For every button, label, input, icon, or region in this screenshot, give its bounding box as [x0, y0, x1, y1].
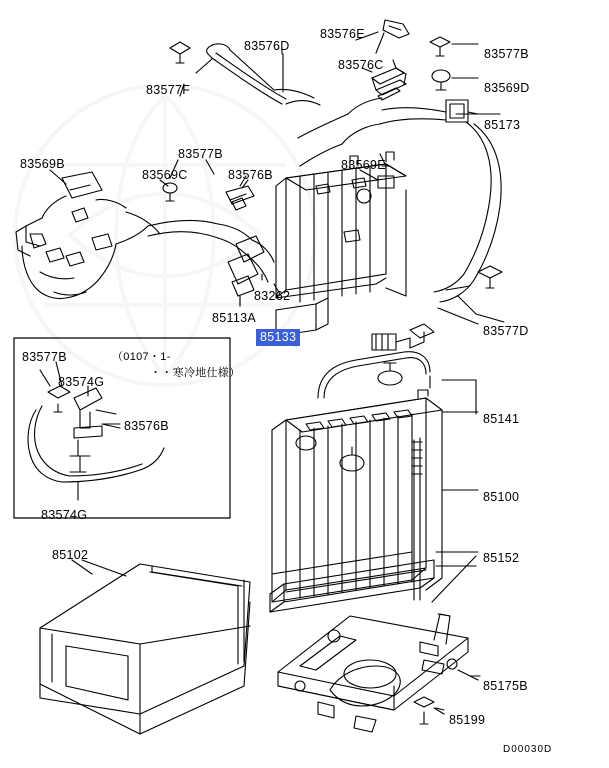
label-85199: 85199: [449, 713, 486, 727]
battery-shield-85133: [276, 152, 406, 336]
label-83569b: 83569B: [20, 157, 65, 171]
inset-note-line1: （0107・1-: [112, 351, 171, 363]
label-83569c: 83569C: [142, 168, 188, 182]
label-85113a: 85113A: [212, 311, 256, 325]
label-85152: 85152: [483, 551, 520, 565]
fastener-83569c: [163, 183, 177, 201]
fastener-83577d: [478, 266, 502, 288]
label-85173: 85173: [484, 118, 521, 132]
selected-part-label-85133[interactable]: 85133: [256, 329, 300, 346]
bracket-83576c: [372, 68, 406, 100]
label-83576e: 83576E: [320, 27, 365, 41]
label-83569d: 83569D: [484, 81, 530, 95]
label-83574g-lower: 83574G: [41, 508, 88, 522]
fastener-83576b-mid: [226, 186, 254, 204]
fastener-85199: [414, 697, 434, 724]
label-83577b-mid: 83577B: [178, 147, 223, 161]
bracket-83576e: [383, 20, 409, 38]
label-83574g-upper: 83574G: [58, 375, 105, 389]
label-85100: 85100: [483, 490, 520, 504]
label-83569e: 83569E: [341, 158, 386, 172]
label-83576b-inset: 83576B: [124, 419, 169, 433]
harness-83569b: [16, 172, 160, 299]
drawing-code: D00030D: [503, 744, 553, 755]
label-85175b: 85175B: [483, 679, 528, 693]
tray-85175b: [278, 614, 468, 732]
label-85141: 85141: [483, 412, 520, 426]
holddown-85141: [318, 352, 430, 398]
cable-85173: [298, 98, 478, 166]
label-83577f: 83577F: [146, 83, 191, 97]
label-83577b-top: 83577B: [484, 47, 529, 61]
label-83576b-mid: 83576B: [228, 168, 273, 182]
fastener-83577f: [170, 42, 190, 63]
battery-85100: [272, 390, 442, 602]
label-83577d: 83577D: [483, 324, 529, 338]
label-83576d: 83576D: [244, 39, 290, 53]
label-83262: 83262: [254, 289, 291, 303]
label-83577b-inset: 83577B: [22, 350, 67, 364]
cable-83262: [148, 220, 274, 296]
fastener-83577b-top: [430, 37, 450, 56]
clip-83569d: [432, 70, 450, 90]
base-85152: [270, 560, 434, 612]
cover-85102: [40, 564, 250, 734]
connector-block: [372, 324, 434, 350]
inset-note-line2: ・・寒冷地仕様）: [150, 367, 241, 379]
label-85102: 85102: [52, 548, 89, 562]
label-83576c: 83576C: [338, 58, 384, 72]
